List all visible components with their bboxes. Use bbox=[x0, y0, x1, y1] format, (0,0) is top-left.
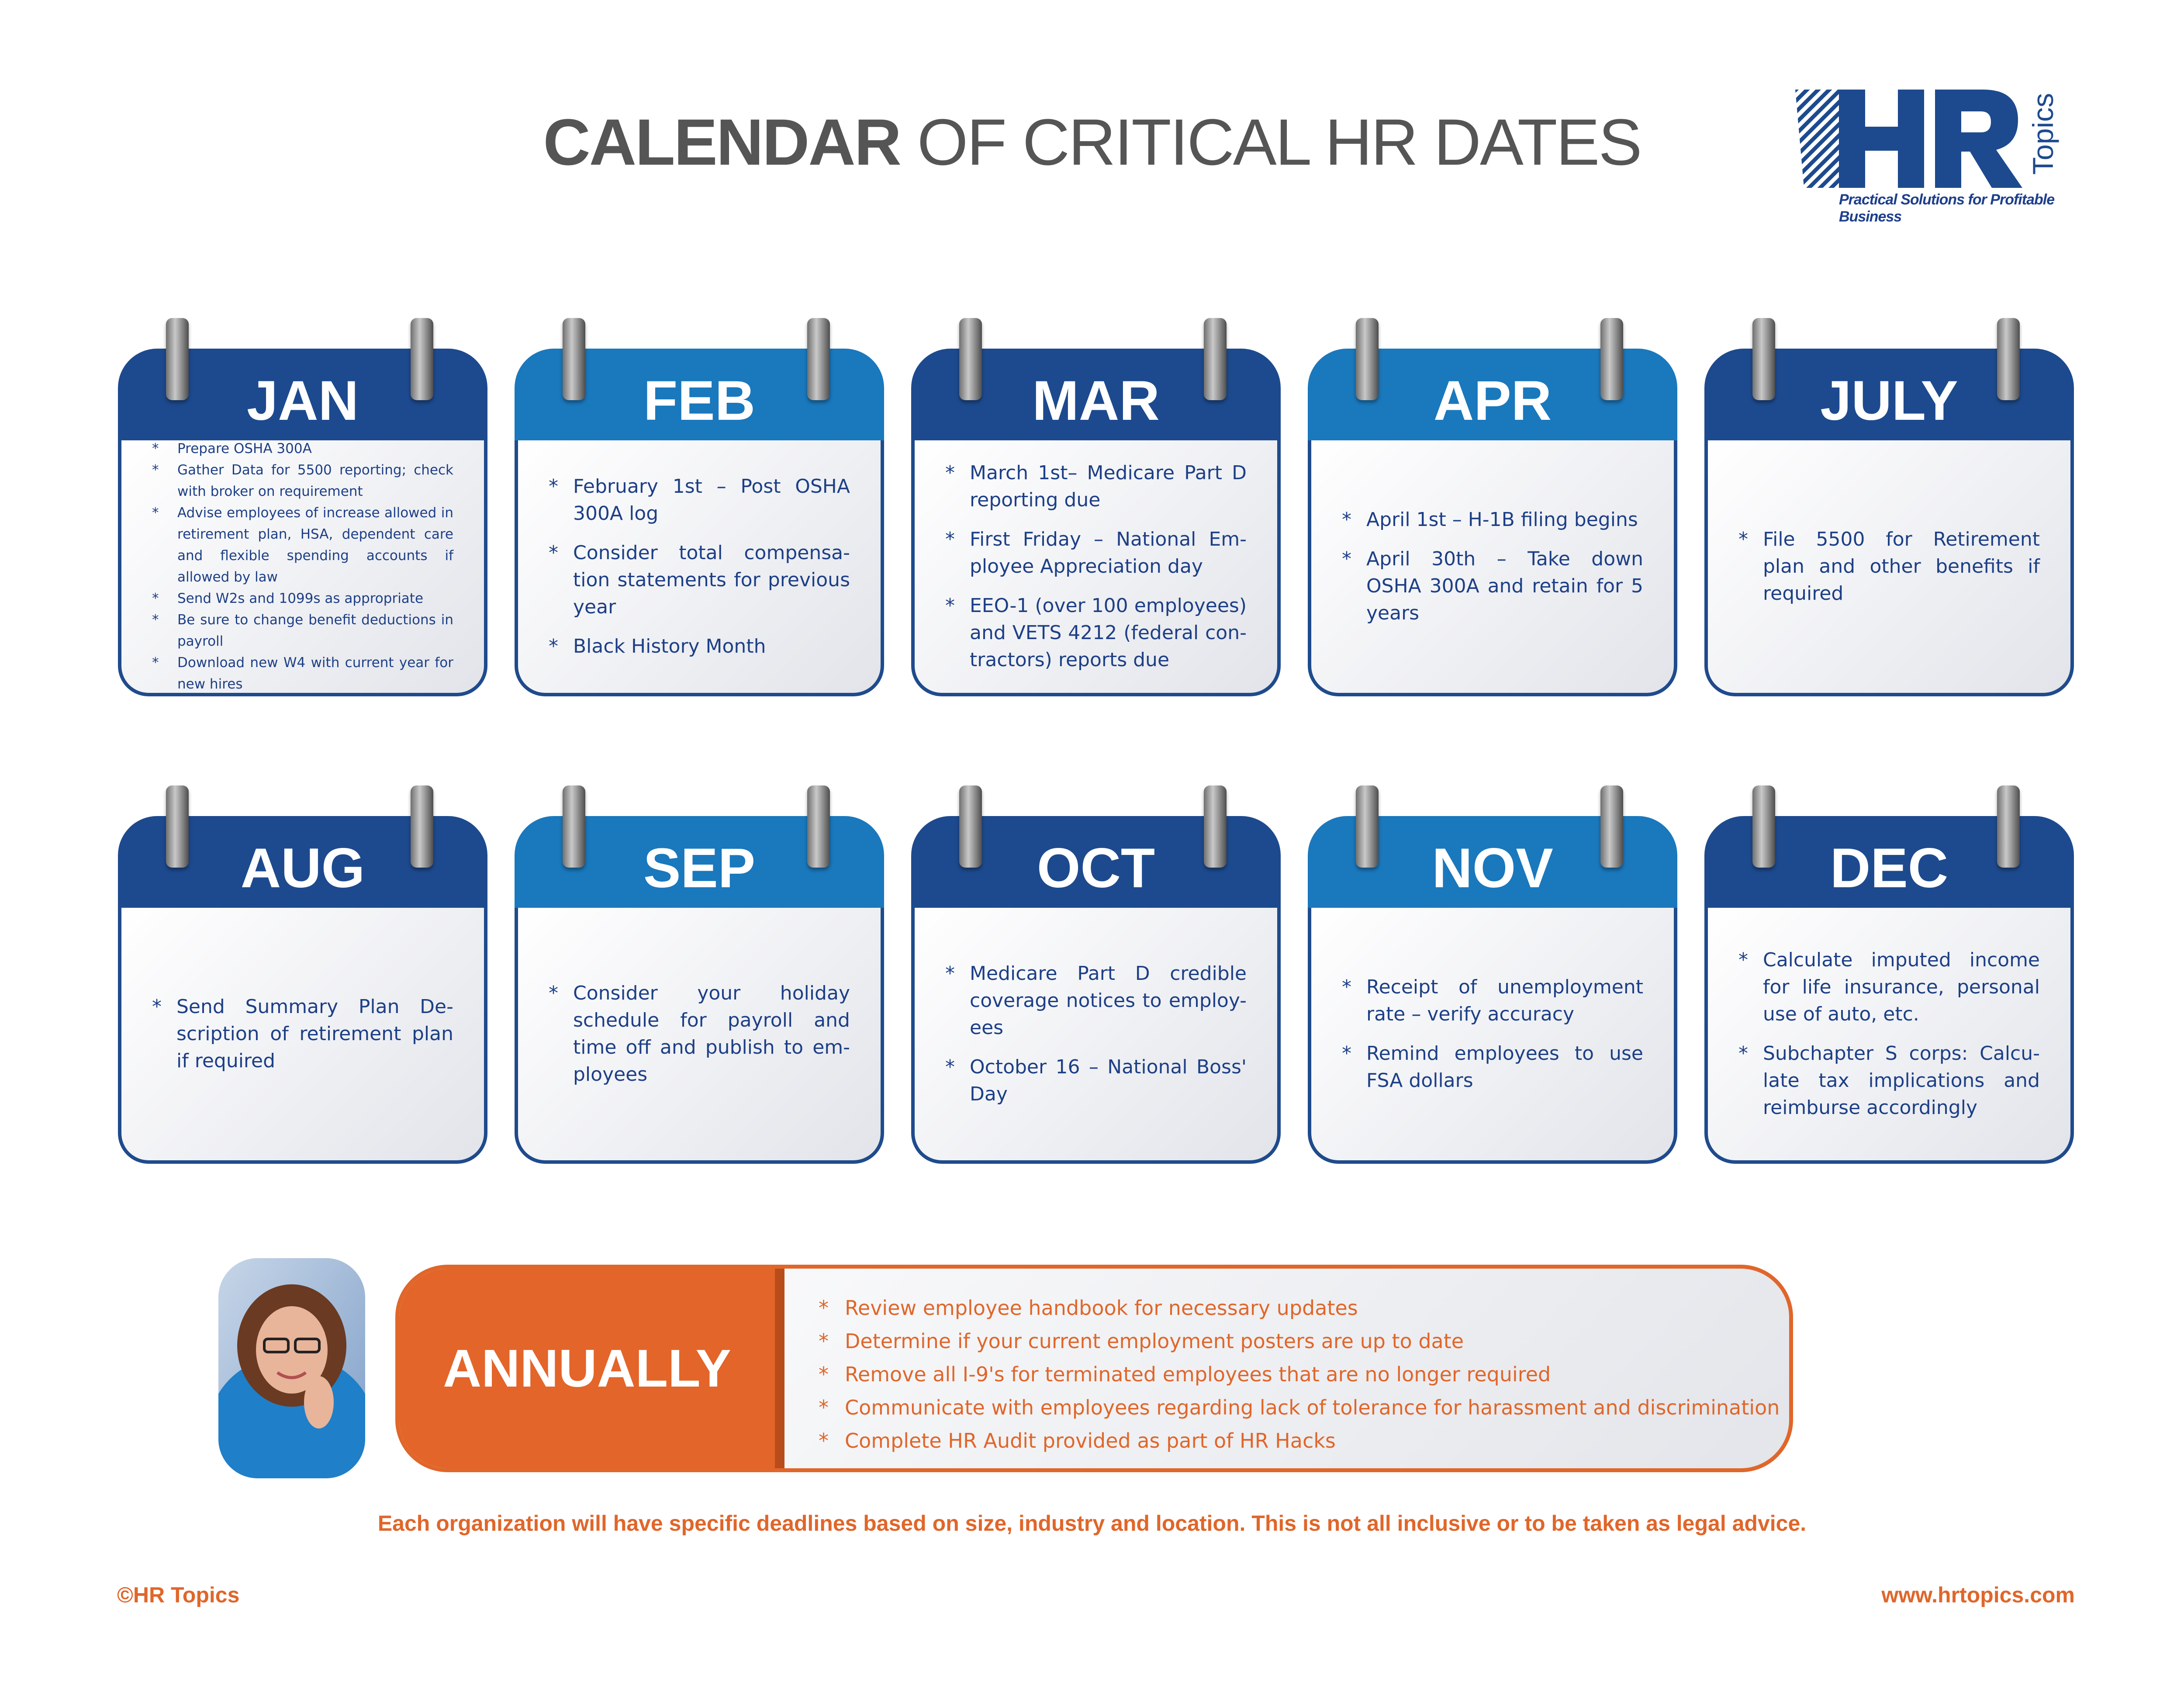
month-item bbox=[152, 502, 453, 588]
annually-panel bbox=[395, 1265, 1793, 1472]
bullet-star-icon: * bbox=[1342, 548, 1351, 570]
month-item bbox=[549, 540, 850, 621]
month-header: APR bbox=[1308, 349, 1677, 440]
logo-tagline: Practical Solutions for Profitable Business bbox=[1839, 191, 2055, 225]
binder-ring-icon bbox=[411, 318, 433, 400]
month-item-text: Black History Month bbox=[573, 635, 766, 657]
month-item bbox=[1342, 1040, 1643, 1094]
binder-ring-icon bbox=[807, 785, 830, 868]
month-item bbox=[1342, 506, 1643, 533]
month-item bbox=[945, 960, 1247, 1041]
annually-list bbox=[819, 1291, 1780, 1457]
annually-label: ANNUALLY bbox=[399, 1269, 784, 1468]
month-item bbox=[945, 526, 1247, 580]
bullet-star-icon: * bbox=[1738, 1042, 1748, 1065]
presenter-photo bbox=[218, 1258, 365, 1478]
bullet-star-icon: * bbox=[819, 1396, 829, 1419]
bullet-star-icon: * bbox=[152, 462, 159, 478]
month-body bbox=[1308, 440, 1677, 696]
month-item bbox=[1738, 947, 2040, 1028]
month-item-text: Calculate imputed income for life insurance, personal use of auto, etc. bbox=[1763, 949, 2040, 1025]
binder-ring-icon bbox=[1600, 318, 1623, 400]
annually-item bbox=[819, 1391, 1780, 1424]
month-item bbox=[152, 609, 453, 652]
month-body bbox=[1308, 908, 1677, 1164]
month-card-apr bbox=[1308, 349, 1677, 696]
month-header: FEB bbox=[515, 349, 884, 440]
month-item bbox=[1738, 1040, 2040, 1121]
bullet-star-icon: * bbox=[945, 962, 955, 985]
bullet-star-icon: * bbox=[945, 1056, 955, 1078]
month-item-text: Prepare OSHA 300A bbox=[177, 441, 312, 457]
month-item-text: File 5500 for Retirement plan and other benefits if required bbox=[1763, 528, 2040, 605]
month-item bbox=[1738, 526, 2040, 607]
annually-item-text: Communicate with employees regarding lack of tolerance for harassment and discrimination bbox=[845, 1396, 1780, 1419]
binder-ring-icon bbox=[563, 318, 585, 400]
binder-ring-icon bbox=[1997, 785, 2020, 868]
month-card-aug bbox=[118, 816, 487, 1164]
month-item bbox=[1342, 546, 1643, 627]
annually-item bbox=[819, 1358, 1780, 1391]
month-item-text: Receipt of unemployment rate – verify accuracy bbox=[1366, 976, 1643, 1025]
page-title-rest: OF CRITICAL HR DATES bbox=[900, 105, 1641, 179]
bullet-star-icon: * bbox=[945, 462, 955, 484]
month-item-text: Advise employees of increase allowed in retirement plan, HSA, dependent care and flexible spending accounts if allowed by law bbox=[177, 505, 453, 585]
binder-ring-icon bbox=[1752, 785, 1775, 868]
month-item bbox=[945, 592, 1247, 674]
month-header: MAR bbox=[911, 349, 1281, 440]
month-item-text: April 1st – H-1B filing begins bbox=[1366, 508, 1638, 531]
month-body bbox=[515, 908, 884, 1164]
bullet-star-icon: * bbox=[152, 655, 159, 671]
binder-ring-icon bbox=[1600, 785, 1623, 868]
bullet-star-icon: * bbox=[945, 595, 955, 617]
bullet-star-icon: * bbox=[1738, 528, 1748, 550]
binder-ring-icon bbox=[1997, 318, 2020, 400]
month-item bbox=[152, 652, 453, 695]
bullet-star-icon: * bbox=[152, 612, 159, 628]
month-item bbox=[152, 588, 453, 609]
month-card-july bbox=[1704, 349, 2074, 696]
month-header: DEC bbox=[1704, 816, 2074, 908]
bullet-star-icon: * bbox=[152, 505, 159, 521]
month-item bbox=[945, 460, 1247, 514]
month-card-dec bbox=[1704, 816, 2074, 1164]
month-header: SEP bbox=[515, 816, 884, 908]
month-item bbox=[152, 993, 453, 1075]
month-header: OCT bbox=[911, 816, 1281, 908]
month-item-text: Download new W4 with current year for new hires bbox=[177, 655, 453, 692]
month-item-text: EEO-1 (over 100 employees) and VETS 4212 (federal con-tractors) reports due bbox=[970, 595, 1247, 671]
bullet-star-icon: * bbox=[549, 635, 558, 657]
month-item-text: Gather Data for 5500 reporting; check with broker on requirement bbox=[177, 462, 453, 499]
annually-item bbox=[819, 1325, 1780, 1358]
annually-item-text: Determine if your current employment posters are up to date bbox=[845, 1329, 1464, 1353]
binder-ring-icon bbox=[1356, 318, 1379, 400]
binder-ring-icon bbox=[807, 318, 830, 400]
month-card-feb bbox=[515, 349, 884, 696]
bullet-star-icon: * bbox=[1342, 1042, 1351, 1065]
bullet-star-icon: * bbox=[152, 441, 159, 457]
month-item-text: Consider your holiday schedule for payroll and time off and publish to em-ployees bbox=[573, 982, 850, 1086]
month-header: NOV bbox=[1308, 816, 1677, 908]
binder-ring-icon bbox=[1204, 318, 1227, 400]
month-item bbox=[945, 1054, 1247, 1108]
bullet-star-icon: * bbox=[1342, 976, 1351, 998]
month-item bbox=[549, 473, 850, 527]
website-link[interactable]: www.hrtopics.com bbox=[1881, 1583, 2075, 1607]
bullet-star-icon: * bbox=[549, 475, 558, 498]
binder-ring-icon bbox=[166, 785, 189, 868]
bullet-star-icon: * bbox=[152, 996, 162, 1018]
month-item-text: Send W2s and 1099s as appropriate bbox=[177, 591, 424, 606]
month-card-mar bbox=[911, 349, 1281, 696]
page-title-bold: CALENDAR bbox=[543, 105, 901, 179]
month-item-text: Subchapter S corps: Calcu-late tax implications and reimburse accordingly bbox=[1763, 1042, 2040, 1119]
month-item-text: Send Summary Plan De-scription of retirement plan if required bbox=[176, 996, 453, 1072]
bullet-star-icon: * bbox=[945, 528, 955, 550]
bullet-star-icon: * bbox=[1738, 949, 1748, 971]
month-body bbox=[911, 440, 1281, 696]
annually-item-text: Complete HR Audit provided as part of HR Hacks bbox=[845, 1429, 1336, 1453]
month-body bbox=[118, 908, 487, 1164]
hr-logo-icon bbox=[1787, 85, 2084, 190]
binder-ring-icon bbox=[1356, 785, 1379, 868]
disclaimer: Each organization will have specific deadlines based on size, industry and location. This is not all inclusive or to be taken as legal advice. bbox=[377, 1511, 1807, 1536]
month-body bbox=[911, 908, 1281, 1164]
bullet-star-icon: * bbox=[1342, 508, 1351, 531]
month-item-text: April 30th – Take down OSHA 300A and retain for 5 years bbox=[1366, 548, 1643, 624]
month-item-text: Remind employees to use FSA dollars bbox=[1366, 1042, 1643, 1092]
annually-item bbox=[819, 1424, 1780, 1457]
month-item bbox=[549, 980, 850, 1088]
binder-ring-icon bbox=[959, 318, 982, 400]
month-header: JULY bbox=[1704, 349, 2074, 440]
month-item-text: March 1st– Medicare Part D reporting due bbox=[970, 462, 1247, 511]
month-item bbox=[152, 460, 453, 502]
month-body bbox=[118, 440, 487, 696]
binder-ring-icon bbox=[563, 785, 585, 868]
svg-text:Topics: Topics bbox=[2027, 93, 2059, 175]
month-card-nov bbox=[1308, 816, 1677, 1164]
month-card-jan bbox=[118, 349, 487, 696]
month-item-text: October 16 – National Boss' Day bbox=[970, 1056, 1247, 1105]
month-item-text: Be sure to change benefit deductions in payroll bbox=[177, 612, 453, 649]
binder-ring-icon bbox=[166, 318, 189, 400]
month-item-text: First Friday – National Em-ployee Appreciation day bbox=[970, 528, 1247, 578]
month-item-text: Consider total compensa-tion statements for previous year bbox=[573, 542, 850, 618]
annually-item bbox=[819, 1291, 1780, 1325]
bullet-star-icon: * bbox=[819, 1329, 829, 1353]
bullet-star-icon: * bbox=[549, 542, 558, 564]
hr-topics-logo bbox=[1787, 85, 2084, 225]
month-body bbox=[1704, 908, 2074, 1164]
month-header: JAN bbox=[118, 349, 487, 440]
month-item-text: Medicare Part D credible coverage notices to employ-ees bbox=[970, 962, 1247, 1039]
binder-ring-icon bbox=[411, 785, 433, 868]
month-item-text: February 1st – Post OSHA 300A log bbox=[573, 475, 850, 525]
annually-item-text: Remove all I-9's for terminated employees that are no longer required bbox=[845, 1363, 1551, 1386]
month-item bbox=[152, 438, 453, 460]
month-body bbox=[1704, 440, 2074, 696]
copyright: ©HR Topics bbox=[117, 1583, 240, 1607]
month-card-sep bbox=[515, 816, 884, 1164]
bullet-star-icon: * bbox=[819, 1296, 829, 1320]
month-card-oct bbox=[911, 816, 1281, 1164]
bullet-star-icon: * bbox=[819, 1363, 829, 1386]
annually-item-text: Review employee handbook for necessary updates bbox=[845, 1296, 1358, 1320]
month-header: AUG bbox=[118, 816, 487, 908]
bullet-star-icon: * bbox=[549, 982, 558, 1004]
bullet-star-icon: * bbox=[152, 591, 159, 606]
binder-ring-icon bbox=[1204, 785, 1227, 868]
month-item bbox=[1342, 974, 1643, 1028]
binder-ring-icon bbox=[1752, 318, 1775, 400]
bullet-star-icon: * bbox=[819, 1429, 829, 1453]
month-body bbox=[515, 440, 884, 696]
binder-ring-icon bbox=[959, 785, 982, 868]
month-item bbox=[549, 633, 850, 660]
